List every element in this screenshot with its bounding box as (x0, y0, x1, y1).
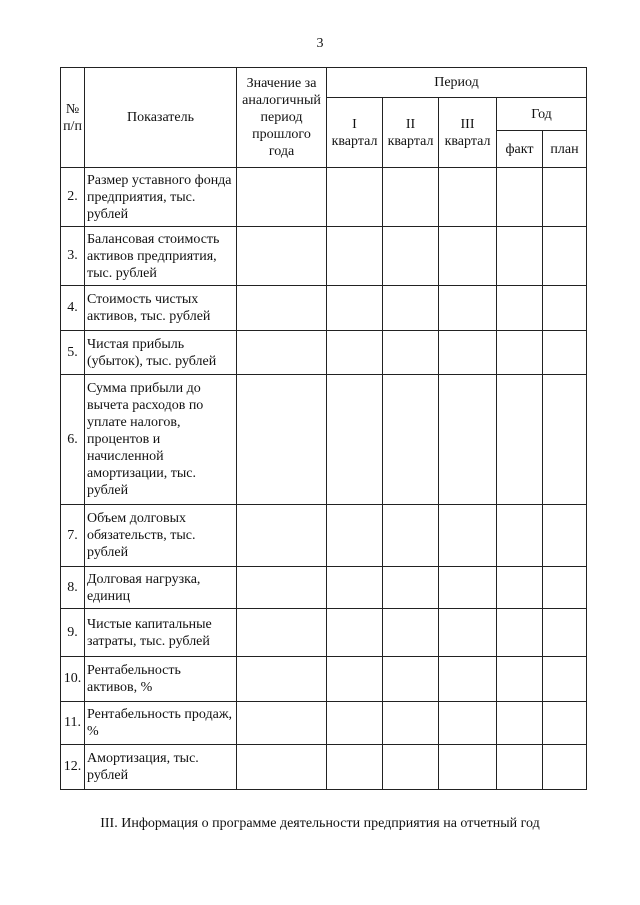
row-label: Рентабельность продаж, % (85, 702, 237, 745)
row-number: 5. (61, 331, 85, 375)
cell-q1 (327, 657, 383, 702)
cell-q3 (439, 227, 497, 286)
header-plan: план (543, 131, 587, 168)
table-row (61, 227, 587, 286)
cell-q2 (383, 657, 439, 702)
row-number: 11. (61, 702, 85, 745)
cell-fact (497, 286, 543, 331)
row-label: Амортизация, тыс. рублей (85, 745, 237, 790)
header-q3 (439, 98, 497, 168)
cell-prev-year (237, 331, 327, 375)
cell-q1 (327, 331, 383, 375)
header-year: Год (497, 98, 587, 131)
cell-q3 (439, 702, 497, 745)
cell-q2 (383, 505, 439, 567)
cell-q3 (439, 745, 497, 790)
cell-q3 (439, 286, 497, 331)
row-label: Долговая нагрузка, единиц (85, 567, 237, 609)
cell-prev-year (237, 745, 327, 790)
cell-q2 (383, 609, 439, 657)
cell-fact (497, 168, 543, 227)
cell-prev-year (237, 168, 327, 227)
header-fact: факт (497, 131, 543, 168)
table-row (61, 286, 587, 331)
cell-q1 (327, 286, 383, 331)
page-number: 3 (316, 36, 324, 51)
row-label: Чистая прибыль (убыток), тыс. рублей (85, 331, 237, 375)
header-indicator: Показатель (85, 68, 237, 168)
cell-q3 (439, 168, 497, 227)
row-number: 2. (61, 168, 85, 227)
row-number: 4. (61, 286, 85, 331)
table-row (61, 745, 587, 790)
cell-q2 (383, 702, 439, 745)
header-num: № п/п (61, 68, 85, 168)
table-row (61, 567, 587, 609)
cell-q1 (327, 567, 383, 609)
row-label: Объем долговых обязательств, тыс. рублей (85, 505, 237, 567)
cell-q3 (439, 567, 497, 609)
cell-plan (543, 702, 587, 745)
table-row (61, 168, 587, 227)
row-label: Сумма прибыли до вычета расходов по уплате налогов, процентов и начисленной амортизации, тыс. рублей (85, 375, 237, 505)
cell-q1 (327, 168, 383, 227)
row-label: Балансовая стоимость активов предприятия, тыс. рублей (85, 227, 237, 286)
cell-q1 (327, 609, 383, 657)
table-row (61, 657, 587, 702)
row-number: 7. (61, 505, 85, 567)
cell-prev-year (237, 286, 327, 331)
cell-plan (543, 286, 587, 331)
cell-q1 (327, 375, 383, 505)
cell-fact (497, 567, 543, 609)
cell-prev-year (237, 657, 327, 702)
cell-q2 (383, 567, 439, 609)
cell-q1 (327, 745, 383, 790)
cell-plan (543, 505, 587, 567)
cell-fact (497, 331, 543, 375)
indicators-table (60, 67, 587, 790)
cell-prev-year (237, 609, 327, 657)
header-q1-word: квартал (331, 133, 378, 149)
cell-q2 (383, 331, 439, 375)
header-q3-word: квартал (444, 133, 491, 149)
cell-plan (543, 745, 587, 790)
header-q1 (327, 98, 383, 168)
cell-q2 (383, 286, 439, 331)
row-number: 3. (61, 227, 85, 286)
row-number: 10. (61, 657, 85, 702)
cell-plan (543, 375, 587, 505)
row-number: 12. (61, 745, 85, 790)
row-label: Стоимость чистых активов, тыс. рублей (85, 286, 237, 331)
cell-q1 (327, 505, 383, 567)
row-label: Рентабельность активов, % (85, 657, 237, 702)
row-number: 9. (61, 609, 85, 657)
cell-fact (497, 505, 543, 567)
header-q2-word: квартал (387, 133, 434, 149)
table-row (61, 331, 587, 375)
header-q3-roman: III (460, 116, 475, 132)
cell-fact (497, 745, 543, 790)
cell-fact (497, 657, 543, 702)
table-row (61, 505, 587, 567)
cell-q2 (383, 168, 439, 227)
header-q2 (383, 98, 439, 168)
cell-prev-year (237, 702, 327, 745)
cell-fact (497, 227, 543, 286)
section-heading: III. Информация о программе деятельности предприятия на отчетный год (100, 816, 540, 831)
cell-fact (497, 702, 543, 745)
header-q1-roman: I (352, 116, 357, 132)
cell-prev-year (237, 227, 327, 286)
header-period: Период (327, 68, 587, 98)
cell-q3 (439, 609, 497, 657)
cell-plan (543, 168, 587, 227)
row-number: 8. (61, 567, 85, 609)
cell-q2 (383, 227, 439, 286)
cell-q1 (327, 227, 383, 286)
cell-plan (543, 567, 587, 609)
cell-q3 (439, 375, 497, 505)
cell-fact (497, 375, 543, 505)
cell-prev-year (237, 505, 327, 567)
cell-fact (497, 609, 543, 657)
header-q2-roman: II (405, 116, 416, 132)
cell-plan (543, 657, 587, 702)
cell-q3 (439, 331, 497, 375)
cell-prev-year (237, 375, 327, 505)
table-row (61, 609, 587, 657)
cell-prev-year (237, 567, 327, 609)
cell-plan (543, 227, 587, 286)
header-prev-year: Значение за аналогичный период прошлого года (237, 68, 327, 168)
cell-plan (543, 609, 587, 657)
row-number: 6. (61, 375, 85, 505)
cell-q3 (439, 657, 497, 702)
cell-q1 (327, 702, 383, 745)
cell-q2 (383, 745, 439, 790)
table-row (61, 375, 587, 505)
row-label: Чистые капитальные затраты, тыс. рублей (85, 609, 237, 657)
table-row (61, 702, 587, 745)
cell-plan (543, 331, 587, 375)
cell-q3 (439, 505, 497, 567)
row-label: Размер уставного фонда предприятия, тыс. рублей (85, 168, 237, 227)
cell-q2 (383, 375, 439, 505)
